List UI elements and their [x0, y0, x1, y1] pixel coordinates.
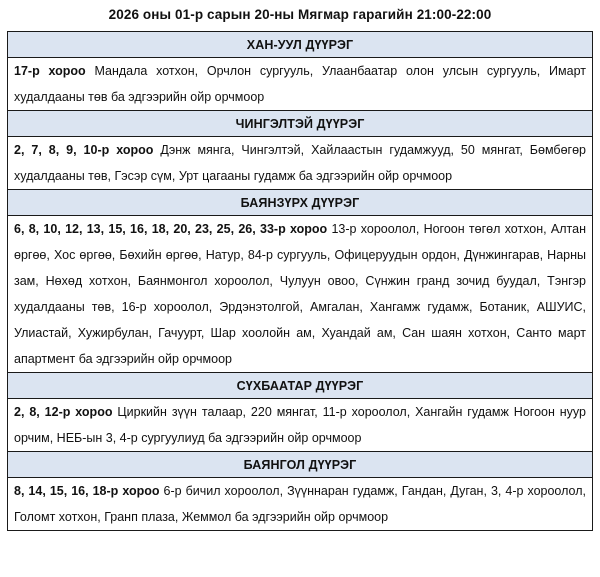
area-text: Циркийн зүүн талаар, 220 мянгат, 11-р хороолол, Хангайн гудамж Ногоон нуур орчим, НЕБ-ын 3, 4-р сургуулиуд ба эдгээрийн ойр орчмоор — [14, 405, 586, 445]
area-row — [8, 216, 593, 373]
area-row — [8, 137, 593, 190]
khoroo-label: 8, 14, 15, 16, 18-р хороо — [14, 484, 160, 498]
area-cell — [8, 58, 593, 111]
district-header-row — [8, 452, 593, 478]
khoroo-label: 17-р хороо — [14, 64, 86, 78]
area-text: 6-р бичил хороолол, Зүүннаран гудамж, Гандан, Дуган, 3, 4-р хороолол, Голомт хотхон, Гранп плаза, Жеммол ба эдгээрийн ойр орчмоор — [14, 484, 586, 524]
area-cell — [8, 137, 593, 190]
area-cell — [8, 399, 593, 452]
area-cell — [8, 478, 593, 531]
khoroo-label: 6, 8, 10, 12, 13, 15, 16, 18, 20, 23, 25, 26, 33-р хороо — [14, 222, 328, 236]
district-name: ЧИНГЭЛТЭЙ ДҮҮРЭГ — [8, 111, 593, 137]
page-title: 2026 оны 01-р сарын 20-ны Мягмар гарагийн 21:00-22:00 — [108, 7, 492, 22]
district-name: СҮХБААТАР ДҮҮРЭГ — [8, 373, 593, 399]
khoroo-label: 2, 8, 12-р хороо — [14, 405, 113, 419]
district-name: БАЯНГОЛ ДҮҮРЭГ — [8, 452, 593, 478]
district-header-row — [8, 111, 593, 137]
district-name: БАЯНЗҮРХ ДҮҮРЭГ — [8, 190, 593, 216]
area-row — [8, 58, 593, 111]
area-text: 13-р хороолол, Ногоон төгөл хотхон, Алтан өргөө, Хос өргөө, Бөхийн өргөө, Натур, 84-р сургууль, Офицеруудын ордон, Дүнжингарав, Нарны зам, Нөхөд хотхон, Баянмонгол хороолол, Чулуун овоо, Сүнжин гранд зочид буудал, Тэнгэр худалдааны төв, 16-р хороолол, Эрдэнэтолгой, Амгалан, Хангамж гудамж, Ботаник, АШУИС, Улиастай, Хужирбулан, Гачуурт, Шар хоолойн ам, Хуандай ам, Сан шаян хотхон, Санто март апартмент ба эдгээрийн ойр орчмоор — [14, 222, 586, 366]
khoroo-label: 2, 7, 8, 9, 10-р хороо — [14, 143, 154, 157]
area-row — [8, 399, 593, 452]
area-row — [8, 478, 593, 531]
area-text: Дэнж мянга, Чингэлтэй, Хайлаастын гудамжууд, 50 мянгат, Бөмбөгөр худалдааны төв, Гэсэр сүм, Урт цагааны гудамж ба эдгээрийн ойр орчмоор — [14, 143, 586, 183]
district-header-row — [8, 32, 593, 58]
district-header-row — [8, 373, 593, 399]
area-cell — [8, 216, 593, 373]
district-name: ХАН-УУЛ ДҮҮРЭГ — [8, 32, 593, 58]
outage-schedule-table — [7, 31, 593, 531]
area-text: Мандала хотхон, Орчлон сургууль, Улаанбаатар олон улсын сургууль, Имарт худалдааны төв ба эдгээрийн ойр орчмоор — [14, 64, 586, 104]
district-header-row — [8, 190, 593, 216]
